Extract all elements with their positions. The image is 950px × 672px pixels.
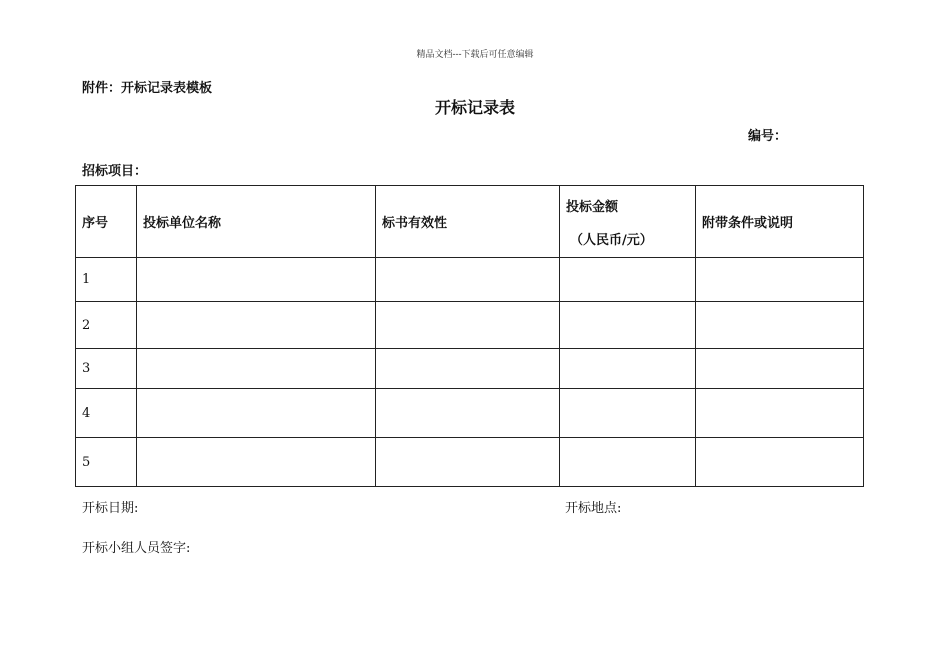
cell-validity[interactable]	[376, 302, 560, 349]
cell-notes[interactable]	[696, 302, 864, 349]
cell-seq: 3	[76, 349, 137, 389]
bid-opening-table	[75, 185, 864, 487]
table-row	[76, 258, 864, 302]
cell-notes[interactable]	[696, 389, 864, 438]
cell-amount[interactable]	[560, 302, 696, 349]
table-row	[76, 389, 864, 438]
attachment-label: 附件：开标记录表模板	[82, 81, 213, 96]
number-label: 编号：	[748, 129, 788, 144]
cell-validity[interactable]	[376, 258, 560, 302]
cell-validity[interactable]	[376, 389, 560, 438]
header-bidder: 投标单位名称	[137, 186, 376, 258]
cell-seq: 4	[76, 389, 137, 438]
cell-amount[interactable]	[560, 258, 696, 302]
table-header-row	[76, 186, 864, 258]
cell-bidder[interactable]	[137, 389, 376, 438]
cell-amount[interactable]	[560, 349, 696, 389]
project-label: 招标项目：	[82, 164, 148, 179]
cell-amount[interactable]	[560, 438, 696, 487]
cell-bidder[interactable]	[137, 258, 376, 302]
page-title: 开标记录表	[434, 98, 515, 117]
cell-validity[interactable]	[376, 438, 560, 487]
open-place-label: 开标地点:	[565, 501, 622, 516]
cell-validity[interactable]	[376, 349, 560, 389]
open-date-label: 开标日期:	[82, 501, 139, 516]
cell-seq: 2	[76, 302, 137, 349]
table-row	[76, 438, 864, 487]
header-amount-line2: （人民币/元）	[570, 232, 653, 248]
cell-bidder[interactable]	[137, 438, 376, 487]
header-note: 精品文档---下载后可任意编辑	[416, 50, 534, 60]
table-row	[76, 302, 864, 349]
cell-bidder[interactable]	[137, 302, 376, 349]
cell-bidder[interactable]	[137, 349, 376, 389]
header-amount-line1: 投标金额	[566, 199, 619, 215]
cell-notes[interactable]	[696, 438, 864, 487]
cell-notes[interactable]	[696, 349, 864, 389]
cell-notes[interactable]	[696, 258, 864, 302]
signature-label: 开标小组人员签字:	[82, 541, 191, 556]
cell-seq: 1	[76, 258, 137, 302]
header-validity: 标书有效性	[376, 186, 560, 258]
header-notes: 附带条件或说明	[696, 186, 864, 258]
cell-amount[interactable]	[560, 389, 696, 438]
header-seq: 序号	[76, 186, 137, 258]
cell-seq: 5	[76, 438, 137, 487]
header-amount	[560, 186, 696, 258]
table-row	[76, 349, 864, 389]
